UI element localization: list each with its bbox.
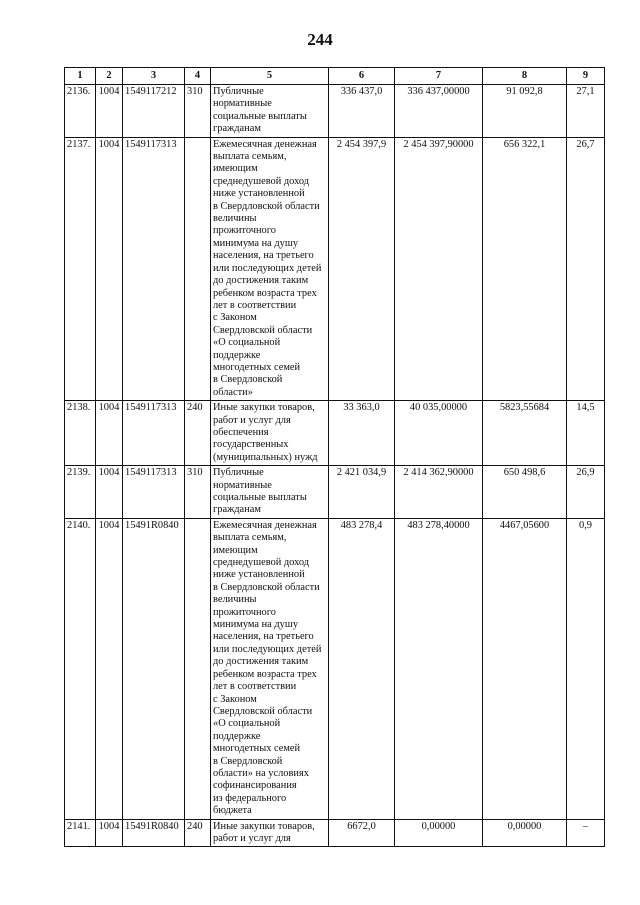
column-header: 9 bbox=[567, 68, 605, 85]
description-line: гражданам bbox=[213, 504, 261, 516]
description-line: «О социальной bbox=[213, 718, 281, 730]
table-row bbox=[65, 819, 605, 847]
description-line: государственных bbox=[213, 439, 289, 451]
column-header: 3 bbox=[123, 68, 185, 85]
expense-type-cell: 240 bbox=[185, 819, 211, 847]
description-line: бюджета bbox=[213, 805, 252, 817]
description-line: в Свердловской bbox=[213, 374, 283, 386]
expense-type-cell bbox=[185, 137, 211, 401]
table-row bbox=[65, 518, 605, 819]
value-col7-cell: 336 437,00000 bbox=[395, 85, 483, 138]
header-row bbox=[65, 68, 605, 85]
description-line: обеспечения bbox=[213, 426, 269, 438]
value-col7-cell: 0,00000 bbox=[395, 819, 483, 847]
description-line: до достижения таким bbox=[213, 656, 309, 668]
value-col6-cell: 6672,0 bbox=[329, 819, 395, 847]
column-header: 2 bbox=[96, 68, 123, 85]
row-number-cell: 2137. bbox=[65, 137, 96, 401]
value-col9-cell: 14,5 bbox=[567, 401, 605, 466]
description-line: ребенком возраста трех bbox=[213, 287, 317, 299]
description-line: многодетных семей bbox=[213, 361, 301, 373]
description-cell bbox=[211, 466, 329, 519]
target-code-cell: 1549117212 bbox=[123, 85, 185, 138]
description-cell bbox=[211, 819, 329, 847]
description-line: Свердловской области bbox=[213, 324, 313, 336]
description-line: среднедушевой доход bbox=[213, 557, 310, 569]
description-line: или последующих детей bbox=[213, 643, 322, 655]
column-header: 6 bbox=[329, 68, 395, 85]
description-line: имеющим bbox=[213, 163, 258, 175]
table-row bbox=[65, 401, 605, 466]
description-line: области» на условиях bbox=[213, 767, 309, 779]
description-line: с Законом bbox=[213, 693, 257, 705]
page-number: 244 bbox=[307, 30, 333, 49]
description-line: Публичные bbox=[213, 467, 264, 479]
value-col9-cell: 27,1 bbox=[567, 85, 605, 138]
target-code-cell: 1549117313 bbox=[123, 137, 185, 401]
description-line: нормативные bbox=[213, 479, 272, 491]
value-col7-cell: 2 414 362,90000 bbox=[395, 466, 483, 519]
description-line: работ и услуг для bbox=[213, 832, 291, 844]
description-line: социальные выплаты bbox=[213, 110, 307, 122]
column-header: 8 bbox=[483, 68, 567, 85]
target-code-cell: 15491R0840 bbox=[123, 518, 185, 819]
description-line: минимума на душу bbox=[213, 619, 299, 631]
description-line: Иные закупки товаров, bbox=[213, 402, 315, 414]
description-cell bbox=[211, 137, 329, 401]
section-code-cell: 1004 bbox=[96, 137, 123, 401]
section-code-cell: 1004 bbox=[96, 401, 123, 466]
description-cell bbox=[211, 518, 329, 819]
value-col8-cell: 656 322,1 bbox=[483, 137, 567, 401]
description-line: прожиточного bbox=[213, 606, 276, 618]
table-row bbox=[65, 466, 605, 519]
target-code-cell: 1549117313 bbox=[123, 466, 185, 519]
target-code-cell: 1549117313 bbox=[123, 401, 185, 466]
description-line: лет в соответствии bbox=[213, 299, 297, 311]
description-line: социальные выплаты bbox=[213, 492, 307, 503]
column-header: 7 bbox=[395, 68, 483, 85]
description-line: лет в соответствии bbox=[213, 681, 297, 693]
description-line: с Законом bbox=[213, 312, 257, 324]
description-line: ниже установленной bbox=[213, 188, 305, 200]
value-col7-cell: 2 454 397,90000 bbox=[395, 137, 483, 401]
description-line: в Свердловской области bbox=[213, 581, 320, 593]
description-line: прожиточного bbox=[213, 225, 276, 237]
section-code-cell: 1004 bbox=[96, 85, 123, 138]
description-line: населения, на третьего bbox=[213, 250, 314, 262]
row-number-cell: 2141. bbox=[65, 819, 96, 847]
column-header: 4 bbox=[185, 68, 211, 85]
value-col6-cell: 483 278,4 bbox=[329, 518, 395, 819]
section-code-cell: 1004 bbox=[96, 819, 123, 847]
value-col6-cell: 2 454 397,9 bbox=[329, 137, 395, 401]
description-line: нормативные bbox=[213, 98, 272, 110]
description-line: величины bbox=[213, 594, 257, 606]
description-line: в Свердловской области bbox=[213, 200, 320, 212]
table-row bbox=[65, 85, 605, 138]
value-col8-cell: 4467,05600 bbox=[483, 518, 567, 819]
description-line: или последующих детей bbox=[213, 262, 322, 274]
value-col8-cell: 0,00000 bbox=[483, 819, 567, 847]
value-col6-cell: 2 421 034,9 bbox=[329, 466, 395, 519]
column-header: 5 bbox=[211, 68, 329, 85]
description-line: Свердловской области bbox=[213, 705, 313, 717]
row-number-cell: 2140. bbox=[65, 518, 96, 819]
description-line: поддержке bbox=[213, 349, 261, 361]
description-cell bbox=[211, 85, 329, 138]
value-col6-cell: 336 437,0 bbox=[329, 85, 395, 138]
description-cell bbox=[211, 401, 329, 466]
description-line: выплата семьям, bbox=[213, 532, 287, 544]
description-line: Ежемесячная денежная bbox=[213, 138, 317, 150]
value-col6-cell: 33 363,0 bbox=[329, 401, 395, 466]
expense-type-cell: 240 bbox=[185, 401, 211, 466]
value-col8-cell: 650 498,6 bbox=[483, 466, 567, 519]
description-line: гражданам bbox=[213, 123, 261, 135]
value-col9-cell: 26,7 bbox=[567, 137, 605, 401]
target-code-cell: 15491R0840 bbox=[123, 819, 185, 847]
description-line: в Свердловской bbox=[213, 755, 283, 767]
description-line: из федерального bbox=[213, 792, 287, 804]
description-line: Ежемесячная денежная bbox=[213, 519, 317, 531]
description-line: населения, на третьего bbox=[213, 631, 314, 643]
value-col9-cell: 0,9 bbox=[567, 518, 605, 819]
description-line: до достижения таким bbox=[213, 275, 309, 287]
description-line: (муниципальных) нужд bbox=[213, 451, 318, 463]
description-line: «О социальной bbox=[213, 337, 281, 349]
description-line: величины bbox=[213, 213, 257, 225]
expense-type-cell: 310 bbox=[185, 466, 211, 519]
description-line: минимума на душу bbox=[213, 237, 299, 249]
description-line: Публичные bbox=[213, 86, 264, 97]
value-col8-cell: 5823,55684 bbox=[483, 401, 567, 466]
description-line: Иные закупки товаров, bbox=[213, 820, 315, 832]
expense-type-cell: 310 bbox=[185, 85, 211, 138]
value-col8-cell: 91 092,8 bbox=[483, 85, 567, 138]
description-line: среднедушевой доход bbox=[213, 175, 310, 187]
table-row bbox=[65, 137, 605, 401]
description-line: софинансирования bbox=[213, 780, 297, 792]
description-line: области» bbox=[213, 386, 253, 398]
value-col7-cell: 40 035,00000 bbox=[395, 401, 483, 466]
value-col9-cell: 26,9 bbox=[567, 466, 605, 519]
section-code-cell: 1004 bbox=[96, 518, 123, 819]
description-line: выплата семьям, bbox=[213, 151, 287, 163]
description-line: ребенком возраста трех bbox=[213, 668, 317, 680]
row-number-cell: 2136. bbox=[65, 85, 96, 138]
budget-table bbox=[64, 67, 605, 847]
table-body bbox=[65, 85, 605, 847]
column-header: 1 bbox=[65, 68, 96, 85]
description-line: многодетных семей bbox=[213, 743, 301, 755]
row-number-cell: 2139. bbox=[65, 466, 96, 519]
description-line: ниже установленной bbox=[213, 569, 305, 581]
value-col7-cell: 483 278,40000 bbox=[395, 518, 483, 819]
expense-type-cell bbox=[185, 518, 211, 819]
value-col9-cell: – bbox=[567, 819, 605, 847]
description-line: поддержке bbox=[213, 730, 261, 742]
description-line: имеющим bbox=[213, 544, 258, 556]
section-code-cell: 1004 bbox=[96, 466, 123, 519]
row-number-cell: 2138. bbox=[65, 401, 96, 466]
description-line: работ и услуг для bbox=[213, 414, 291, 426]
